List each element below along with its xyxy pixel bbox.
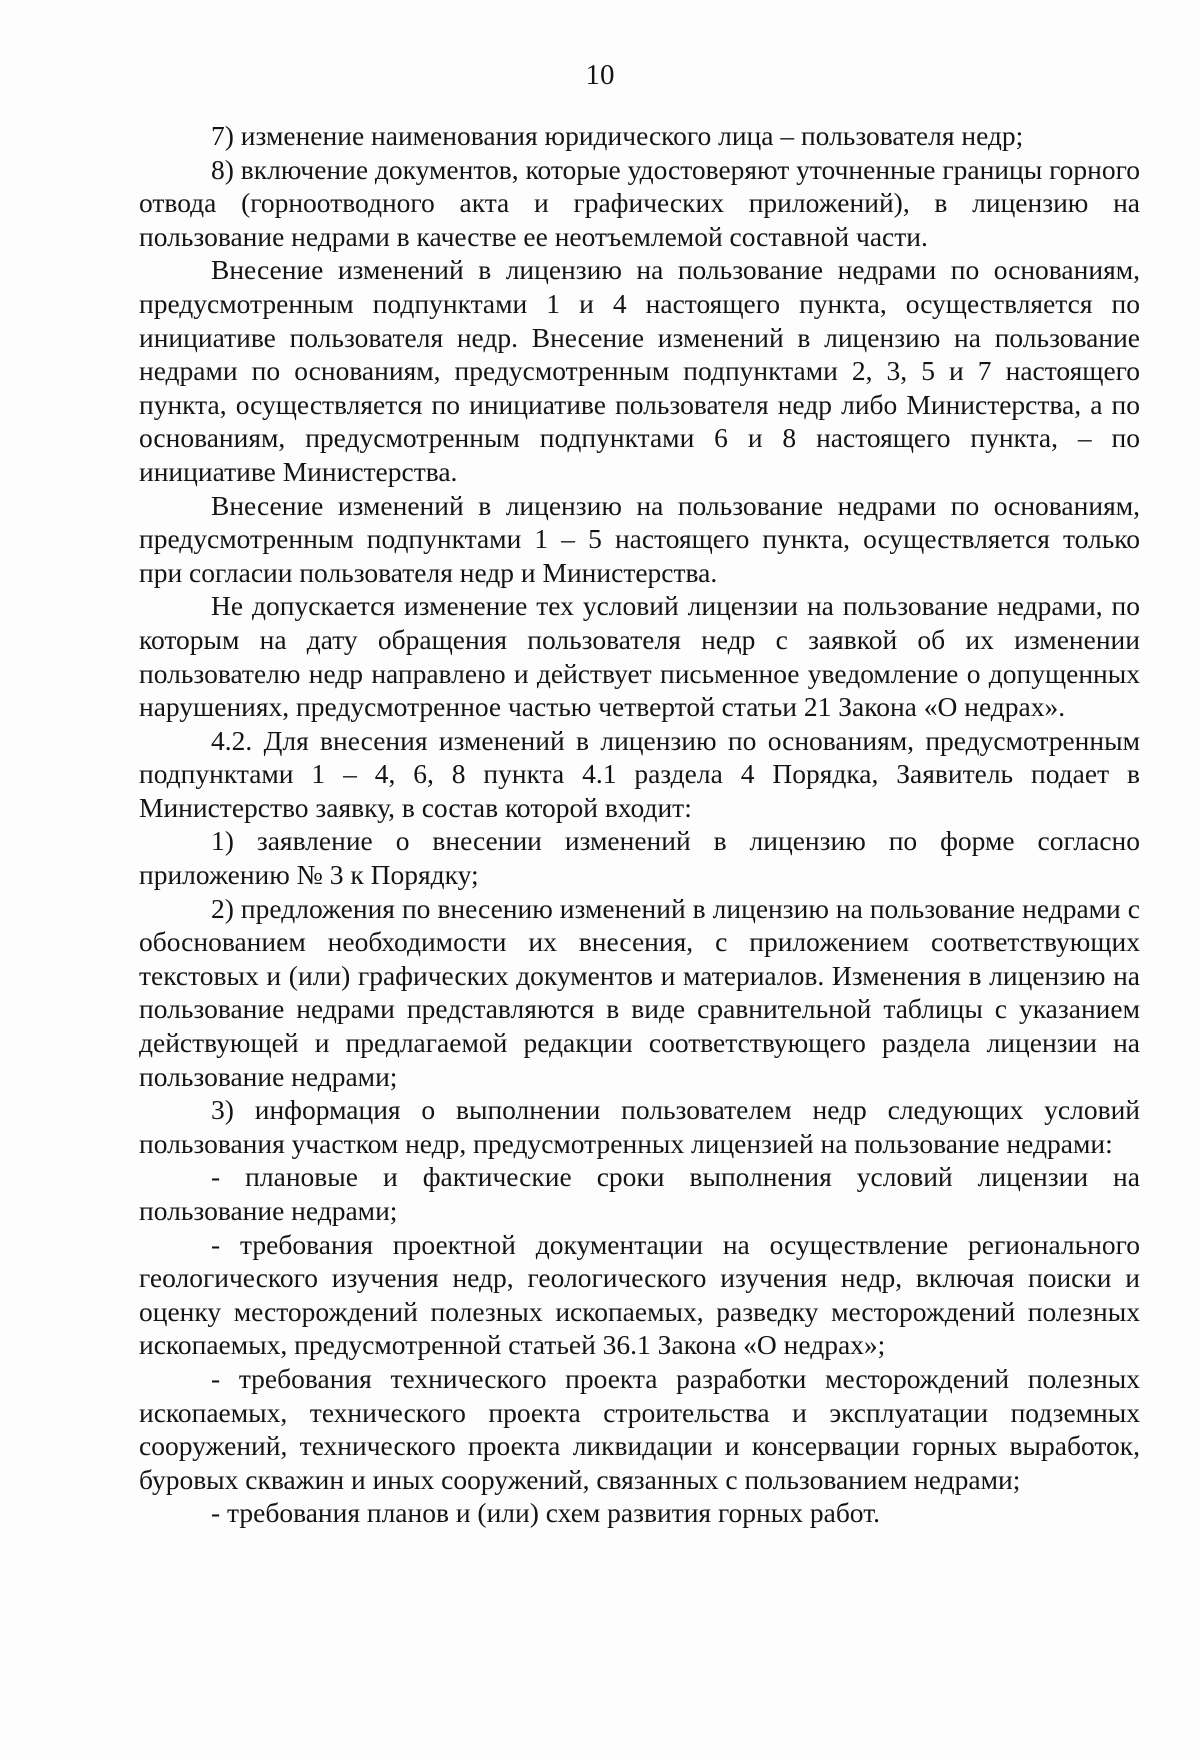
paragraph-consent: Внесение изменений в лицензию на пользование недрами по основаниям, предусмотренным подпунктами 1 – 5 настоящего пункта, осуществляется только при согласии пользователя недр и Министерства. (139, 489, 1140, 588)
page-number: 10 (585, 59, 615, 91)
paragraph-item-7: 7) изменение наименования юридического лица – пользователя недр; (211, 120, 1024, 151)
paragraph-dash-3: - требования технического проекта разработки месторождений полезных ископаемых, технического проекта строительства и эксплуатации подземных сооружений, технического проекта ликвидации и консервации горных выработок, буровых скважин и иных сооружений, связанных с пользованием недрами; (139, 1362, 1140, 1495)
paragraph-dash-2: - требования проектной документации на осуществление регионального геологического изучения недр, геологического изучения недр, включая поиски и оценку месторождений полезных ископаемых, разведку месторождений полезных ископаемых, предусмотренной статьей 36.1 Закона «О недрах»; (139, 1228, 1140, 1361)
paragraph-item-8: 8) включение документов, которые удостоверяют уточненные границы горного отвода (горноотводного акта и графических приложений), в лицензию на пользование недрами в качестве ее неотъемлемой составной части. (139, 153, 1140, 252)
paragraph-sub-2: 2) предложения по внесению изменений в лицензию на пользование недрами с обоснованием необходимости их внесения, с приложением соответствующих текстовых и (или) графических документов и материалов. Изменения в лицензию на пользование недрами представляются в виде сравнительной таблицы с указанием действующей и предлагаемой редакции соответствующего раздела лицензии на пользование недрами; (139, 892, 1140, 1092)
paragraph-4-2: 4.2. Для внесения изменений в лицензию по основаниям, предусмотренным подпунктами 1 – 4, 6, 8 пункта 4.1 раздела 4 Порядка, Заявитель подает в Министерство заявку, в состав которой входит: (139, 724, 1140, 823)
document-body (139, 119, 1140, 1530)
paragraph-dash-1: - плановые и фактические сроки выполнения условий лицензии на пользование недрами; (139, 1161, 1140, 1226)
paragraph-sub-3: 3) информация о выполнении пользователем недр следующих условий пользования участком недр, предусмотренных лицензией на пользование недрами: (139, 1094, 1140, 1159)
paragraph-dash-4: - требования планов и (или) схем развития горных работ. (211, 1497, 881, 1529)
paragraph-initiative: Внесение изменений в лицензию на пользование недрами по основаниям, предусмотренным подпунктами 1 и 4 настоящего пункта, осуществляется по инициативе пользователя недр. Внесение изменений в лицензию на пользование недрами по основаниям, предусмотренным подпунктами 2, 3, 5 и 7 настоящего пункта, осуществляется по инициативе пользователя недр либо Министерства, а по основаниям, предусмотренным подпунктами 6 и 8 настоящего пункта, – по инициативе Министерства. (139, 254, 1140, 487)
paragraph-restriction: Не допускается изменение тех условий лицензии на пользование недрами, по которым на дату обращения пользователя недр с заявкой об их изменении пользователю недр направлено и действует письменное уведомление о допущенных нарушениях, предусмотренное частью четвертой статьи 21 Закона «О недрах». (139, 590, 1140, 723)
paragraph-sub-1: 1) заявление о внесении изменений в лицензию по форме согласно приложению № 3 к Порядку; (139, 825, 1140, 891)
